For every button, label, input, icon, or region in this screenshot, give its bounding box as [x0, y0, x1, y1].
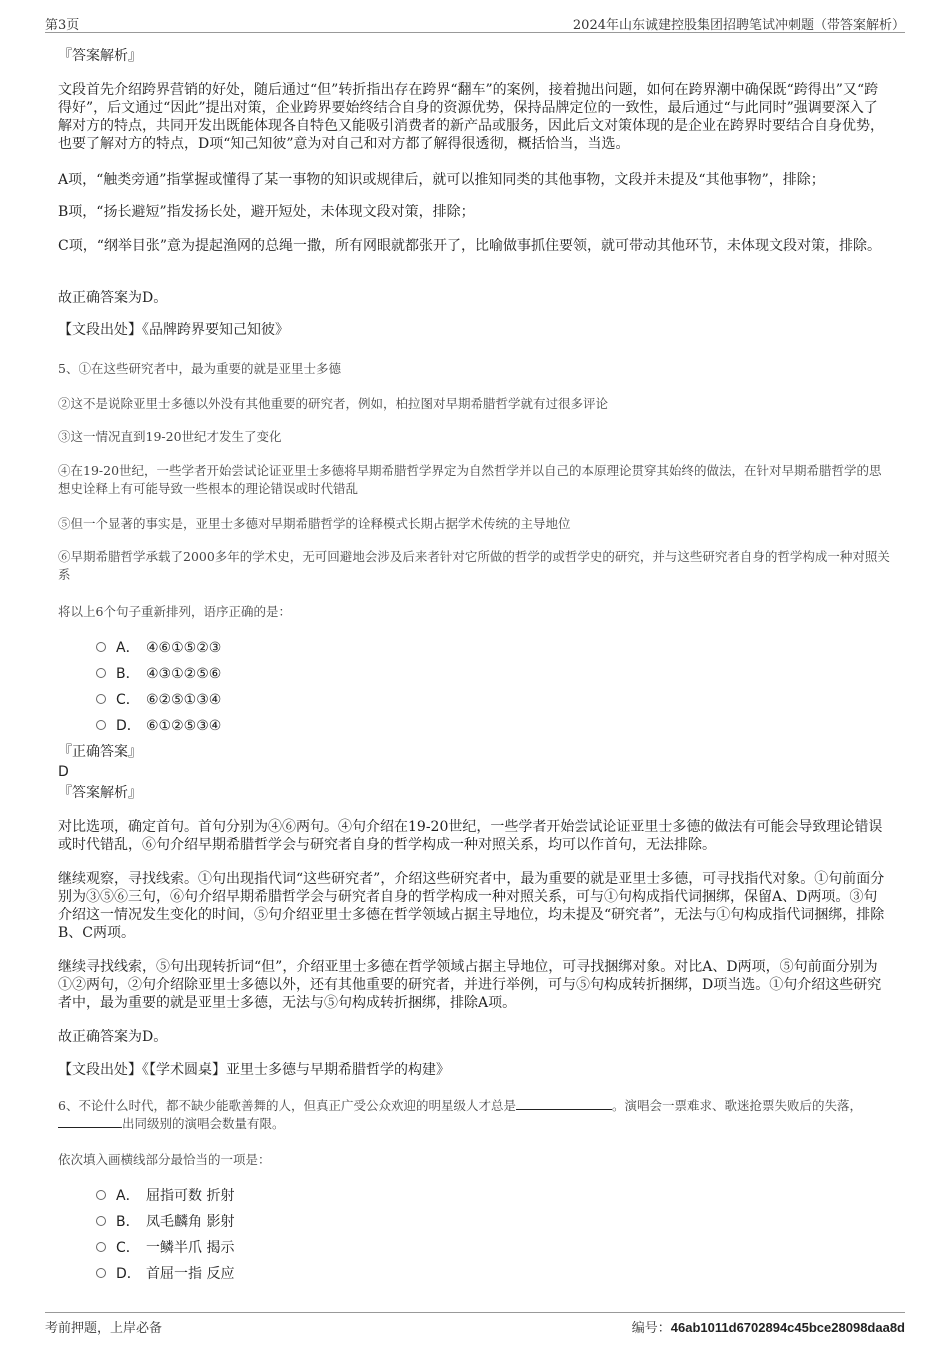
- q6-blank-2: [58, 1115, 122, 1128]
- q5-source: 【文段出处】《【学术圆桌】亚里士多德与早期希腊哲学的构建》: [58, 1062, 450, 1078]
- q4-analysis-p4: C项，“纲举目张”意为提起渔网的总绳一撒，所有网眼就都张开了，比喻做事抓住要领，就可带动其他环节，未体现文段对策，排除。: [58, 238, 882, 254]
- q5-sentence-1: 5、①在这些研究者中，最为重要的就是亚里士多德: [58, 361, 341, 376]
- q5-sentence-2: ②这不是说除亚里士多德以外没有其他重要的研究者，例如，柏拉图对早期希腊哲学就有过很多评论: [58, 396, 609, 411]
- radio-icon[interactable]: [96, 1268, 106, 1278]
- page-footer: [45, 1312, 905, 1337]
- q4-analysis-p2: A项，“触类旁通”指掌握或懂得了某一事物的知识或规律后，就可以推知同类的其他事物，文段并未提及“其他事物”，排除；: [58, 172, 825, 188]
- q5-question: 将以上6个句子重新排列，语序正确的是：: [58, 604, 291, 619]
- document-title: 2024年山东诚建控股集团招聘笔试冲刺题（带答案解析）: [572, 18, 905, 33]
- radio-icon[interactable]: [96, 1242, 106, 1252]
- q4-analysis-label: 『答案解析』: [58, 48, 142, 64]
- q5-analysis-p1: 对比选项，确定首句。首句分别为④⑥两句。④句介绍在19-20世纪，一些学者开始尝试论证亚里士多德的做法有可能会导致理论错误或时代错乱，⑥句介绍早期希腊哲学会与研究者自身的哲学构成一种对照关系，均可以作首句，无法排除。: [58, 819, 883, 853]
- page-header: [45, 12, 905, 33]
- radio-icon[interactable]: [96, 720, 106, 730]
- q5-option-a[interactable]: A． ④⑥①⑤②③: [96, 639, 221, 657]
- radio-icon[interactable]: [96, 668, 106, 678]
- q5-correct-label: 『正确答案』: [58, 744, 142, 760]
- q6-blank-1: [516, 1097, 612, 1110]
- q6-option-b[interactable]: B． 凤毛麟角 影射: [96, 1213, 234, 1231]
- radio-icon[interactable]: [96, 694, 106, 704]
- q6-question: 依次填入画横线部分最恰当的一项是：: [58, 1152, 271, 1167]
- q5-sentence-6: ⑥早期希腊哲学承载了2000多年的学术史，无可回避地会涉及后来者针对它所做的哲学的或哲学史的研究，并与这些研究者自身的哲学构成一种对照关系: [58, 549, 890, 582]
- q5-option-b[interactable]: B． ④③①②⑤⑥: [96, 665, 221, 683]
- q6-option-a[interactable]: A． 屈指可数 折射: [96, 1187, 234, 1205]
- q5-sentence-3: ③这一情况直到19-20世纪才发生了变化: [58, 429, 282, 444]
- radio-icon[interactable]: [96, 642, 106, 652]
- document-code: 编号：46ab1011d6702894c45bce28098daa8d: [631, 1320, 905, 1336]
- q5-analysis-p2: 继续观察，寻找线索。①句出现指代词“这些研究者”，介绍这些研究者中，最为重要的就是亚里士多德，可寻找指代对象。①句前面分别为③⑤⑥三句，⑥句介绍早期希腊哲学会与研究者自身的哲学构成一种对照关系，可与①句构成指代词捆绑，保留A、D两项。③句介绍这一情况发生变化的时间，⑤句介绍亚里士多德在哲学领域占据主导地位，均未提及“研究者”，无法与①句构成指代词捆绑，排除B、C两项。: [58, 871, 885, 941]
- q5-analysis-p3: 继续寻找线索，⑤句出现转折词“但”，介绍亚里士多德在哲学领域占据主导地位，可寻找捆绑对象。对比A、D两项，⑤句前面分别为①②两句，②句介绍除亚里士多德以外，还有其他重要的研究者，并进行举例，可与⑤句构成转折捆绑，D项当选。①句介绍这些研究者中，最为重要的就是亚里士多德，无法与⑤句构成转折捆绑，排除A项。: [58, 959, 882, 1011]
- page-number: 第3页: [45, 18, 80, 33]
- radio-icon[interactable]: [96, 1216, 106, 1226]
- q6-stem: 6、不论什么时代，都不缺少能歌善舞的人，但真正广受公众欢迎的明星级人才总是 。演唱会一票难求、歌迷抢票失败后的失落，出同级别的演唱会数量有限。: [58, 1098, 862, 1131]
- q4-source: 【文段出处】《品牌跨界要知己知彼》: [58, 322, 289, 338]
- q6-option-c[interactable]: C． 一鳞半爪 揭示: [96, 1239, 234, 1257]
- footer-slogan: 考前押题，上岸必备: [45, 1321, 163, 1336]
- q5-analysis-p4: 故正确答案为D。: [58, 1029, 168, 1045]
- q4-analysis-p1: 文段首先介绍跨界营销的好处，随后通过“但”转折指出存在跨界“翻车”的案例，接着抛出问题，如何在跨界潮中确保既“跨得出”又“跨得好”，后文通过“因此”提出对策，企业跨界要始终结合自身的资源优势，保持品牌定位的一致性，最后通过“与此同时”强调要深入了解对方的特点，共同开发出既能体现各自特色又能吸引消费者的新产品或服务，因此后文对策体现的是企业在跨界时要结合自身优势，也要了解对方的特点，D项“知己知彼”意为对自己和对方都了解得很透彻，概括恰当，当选。: [58, 82, 884, 152]
- q6-option-d[interactable]: D． 首屈一指 反应: [96, 1265, 234, 1283]
- q5-sentence-5: ⑤但一个显著的事实是，亚里士多德对早期希腊哲学的诠释模式长期占据学术传统的主导地位: [58, 516, 571, 531]
- q5-correct-answer: D: [58, 764, 69, 780]
- q4-analysis-p5: 故正确答案为D。: [58, 290, 168, 306]
- q5-option-d[interactable]: D． ⑥①②⑤③④: [96, 717, 221, 735]
- radio-icon[interactable]: [96, 1190, 106, 1200]
- q5-sentence-4: ④在19-20世纪，一些学者开始尝试论证亚里士多德将早期希腊哲学界定为自然哲学并以自己的本原理论贯穿其始终的做法，在针对早期希腊哲学的思想史诠释上有可能导致一些根本的理论错误或时代错乱: [58, 463, 882, 496]
- q5-option-c[interactable]: C． ⑥②⑤①③④: [96, 691, 221, 709]
- q4-analysis-p3: B项，“扬长避短”指发扬长处，避开短处，未体现文段对策，排除；: [58, 204, 475, 220]
- q5-analysis-label: 『答案解析』: [58, 785, 142, 801]
